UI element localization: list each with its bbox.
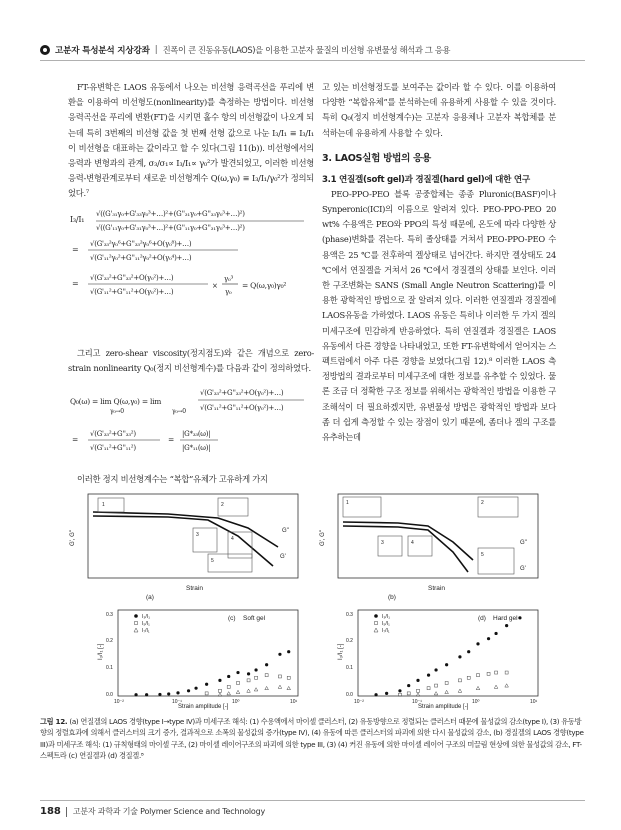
soft-gel-series-1-point [134,693,137,696]
d-xtick-3: 10¹ [530,699,538,705]
svg-text:=: = [72,278,79,288]
header-divider [40,60,585,61]
equation-1-graphic [68,208,314,340]
hard-gel-series-1-point [445,663,448,666]
legend-c-i5-marker [135,622,138,625]
soft-gel-series-1-point [265,663,268,666]
svg-text:√((G'₃₁γ₀+G'₃₃γ₀³+…)²+(G''₃₁γ₀: √((G'₃₁γ₀+G'₃₃γ₀³+…)²+(G''₃₁γ₀+G''₃₃γ₀³+…)²) [96,209,245,218]
panel-c-title: Soft gel [243,615,266,622]
panel-c-xlabel: Strain amplitude [-] [178,704,229,710]
hard-gel-series-1-point [518,616,521,619]
soft-gel-series-3-point [265,686,269,689]
soft-gel-series-1-point [145,693,148,696]
legend-d-i3-marker [374,614,378,618]
panel-a-gpp: G'' [282,528,289,534]
subsection-title: 3.1 연질겔(soft gel)과 경질겔(hard gel)에 대한 연구 [322,174,530,185]
panel-d-label: (d) [478,615,486,622]
hard-gel-series-3-point [445,690,449,693]
hard-gel-series-1-point [398,689,401,692]
equation-2 [68,380,314,468]
figure-svg [68,492,558,710]
panel-d-title: Hard gel [493,615,518,622]
hard-gel-series-2-point [435,684,438,687]
caption-text: (a) 연질겔의 LAOS 경향(type I→type IV)과 미세구조 해석: (1) 수용액에서 마이셀 클러스터, (2) 유동방향으로 정렬되는 클러스터 때문에 물성값의 감소(type I), (3) 유동방향의 정렬효과에 의해서 클러스터의 크기 증가, 결과적으로 소폭의 물성값의 증가(type IV), (4) 유동에 따른 클러스터의 파괴에 의한 다시 물성값의 감소, (b) 경질겔의 LAOS 경향(type III)과 미세구조 해석: (1) 규칙형태의 마이셀 구조, (2) 마이셀 레이어구조의 파괴에 의한 type III, (3) (4) 커진 유동에 의한 마이셀 레이어 구조의 미끌림 현상에 의한 물성값의 감소, FT-스펙트라 (c) 연질겔과 (d) 경질겔.⁸ [40,717,584,761]
journal-name: 고분자 과학과 기술 Polymer Science and Technology [72,807,266,816]
panel-c-label: (c) [228,615,236,622]
panel-b-gp: G' [520,566,526,572]
c-ytick-1: 0.2 [106,638,113,644]
article-title: 진폭이 큰 진동유동(LAOS)을 이용한 고분자 물질의 비선형 유변물성 해석과 그 응용 [162,45,451,55]
right-column [322,80,556,445]
d-ytick-3: 0.0 [346,692,353,698]
d-xtick-2: 10⁰ [472,699,480,705]
panel-a-gp-curve [93,516,273,566]
soft-gel-series-3-point [254,688,258,691]
left-paragraph-2: 그리고 zero-shear viscosity(정지점도)와 같은 개념으로 zero-strain nonlinearity Q₀(정지 비선형계수)를 다음과 같이 정의하였다. [68,347,314,373]
d-ytick-2: 0.1 [346,665,353,671]
d-ytick-1: 0.2 [346,638,353,644]
legend-d-i7-marker [374,628,378,632]
legend-c-i7-marker [134,628,138,632]
eq2-limit-1: γ₀→0 [110,408,124,416]
hard-gel-series-3-point [494,685,498,688]
soft-gel-series-2-point [255,676,258,679]
svg-text:√(G'₃₃²+G''₃₃²): √(G'₃₃²+G''₃₃²) [90,430,136,439]
legend-c-i7: I₇/I₁ [142,628,150,634]
hard-gel-series-1-point [476,642,479,645]
panel-b-ylabel: G', G'' [320,529,326,546]
equation-1 [68,208,314,340]
soft-gel-series-1-point [287,650,290,653]
soft-gel-series-1-point [278,653,281,656]
panel-b-inset-3 [378,536,402,556]
soft-gel-series-2-point [218,689,221,692]
scatter-marks [134,616,521,696]
hard-gel-series-1-point [467,650,470,653]
hard-gel-series-1-point [427,674,430,677]
hard-gel-series-2-point [427,687,430,690]
soft-gel-series-3-point [278,685,282,688]
legend-d-i3: I₃/I₁ [382,614,390,620]
hard-gel-series-2-point [495,671,498,674]
hard-gel-series-1-point [487,637,490,640]
footer-divider [40,800,585,801]
hard-gel-series-1-point [407,684,410,687]
eq2-lhs: Q₀(ω) = lim Q(ω,γ₀) = lim [70,397,162,407]
panel-b-gpp: G'' [520,540,527,546]
left-column [68,80,314,487]
panel-a-ylabel: G', G'' [70,529,76,546]
eq1-lhs: I₃/I₁ [70,214,85,224]
bullet-circle-icon [40,45,50,55]
panel-d-ylabel: I₃/I₁ [-] [338,643,344,660]
soft-gel-series-1-point [218,679,221,682]
svg-text:√(G'₁₁²+G''₁₁²+O(γ₀²)+…): √(G'₁₁²+G''₁₁²+O(γ₀²)+…) [200,404,284,413]
page-number: 188 [40,806,61,817]
hard-gel-series-1-point [374,693,377,696]
page-footer [40,806,265,817]
hard-gel-series-2-point [477,674,480,677]
panel-b-region-3: 3 [381,540,384,546]
hard-gel-series-1-point [494,632,497,635]
hard-gel-series-3-point [458,689,462,692]
soft-gel-series-3-point [247,689,251,692]
svg-text:=: = [72,244,79,254]
hard-gel-series-2-point [458,679,461,682]
hard-gel-series-2-point [417,689,420,692]
svg-text:γ₀³: γ₀³ [224,274,234,283]
svg-text:×: × [212,281,218,290]
soft-gel-series-1-point [205,683,208,686]
soft-gel-series-1-point [158,693,161,696]
svg-text:√(G'₁₁²+G''₁₁²+O(γ₀²)+…): √(G'₁₁²+G''₁₁²+O(γ₀²)+…) [90,287,174,296]
soft-gel-series-1-point [167,692,170,695]
c-xtick-1: 10⁻¹ [172,699,182,705]
panel-a-region-2: 2 [221,502,224,508]
figure-12 [68,492,558,710]
legend-d-i5-marker [375,622,378,625]
left-paragraph-1: FT-유변학은 LAOS 유동에서 나오는 비선형 응력곡선을 푸리에 변환을 이용하여 비선형도(nonlinearity)를 측정하는 방법이다. 비선형 응력곡선을 푸리에 변환(FT)을 시키면 홀수 항의 비선형값이 나오게 되는데 특히 3번째의 비선형 값을 첫 번째 선형 값으로 나눈 I₃/I₁ ≡ I₃/I₁이 비선형을 대표하는 값이라고 할 수 있다(그림 11(b)). 비선형에서의 응력과 변형과의 관계, σ₃/σ₁∝ I₃/I₁∝ γ₀²가 발견되었고, 이러한 비선형 응력-변형관계로부터 새로운 비선형계수 Q(ω,γ₀) ≡ I₃/I₁/γ₀²가 정의되었다.⁷ [68,82,314,199]
panel-b-region-1: 1 [346,500,349,506]
hard-gel-series-3-point [476,686,480,689]
caption-label: 그림 12. [40,717,68,726]
right-paragraph-1: 고 있는 비선형정도를 보여주는 값이라 할 수 있다. 이를 이용하여 다양한 “복합유체”를 분석하는데 유용하게 사용할 수 있을 것이다. 특히 Q₀(정지 비선형계수)는 고분자 응용체나 고분자 복합체를 분석하는데 유용하게 사용할 수 있다. [322,82,556,138]
hard-gel-series-2-point [487,672,490,675]
d-ytick-0: 0.3 [346,612,353,618]
legend-c-i3-marker [134,614,138,618]
legend-d-i7: I₇/I₁ [382,628,390,634]
figure-caption [40,716,585,762]
c-xtick-2: 10⁰ [232,699,240,705]
svg-text:√(G'₁₁²+G''₁₁²): √(G'₁₁²+G''₁₁²) [90,444,136,453]
panel-b-region-2: 2 [481,500,484,506]
svg-text:√(G'₃₃²γ₀⁶+G''₃₃²γ₀⁶+O(γ₀⁸)+…): √(G'₃₃²γ₀⁶+G''₃₃²γ₀⁶+O(γ₀⁸)+…) [90,239,192,248]
header-separator: | [154,45,158,55]
panel-b-frame [338,494,538,578]
equation-2-graphic [68,380,314,468]
soft-gel-series-3-point [287,686,291,689]
section-title: 3. LAOS실험 방법의 응용 [322,152,432,164]
soft-gel-series-1-point [194,687,197,690]
soft-gel-series-2-point [265,674,268,677]
panel-b-region-4: 4 [411,540,414,546]
svg-text:√(G'₃₃²+G''₃₃²+O(γ₀²)+…): √(G'₃₃²+G''₃₃²+O(γ₀²)+…) [200,389,284,398]
panel-b-gp-curve [343,526,468,572]
panel-b-inset-4 [408,536,432,556]
hard-gel-series-1-point [385,692,388,695]
c-ytick-0: 0.3 [106,612,113,618]
hard-gel-series-2-point [445,681,448,684]
svg-text:√(G'₃₃²+G''₃₃²+O(γ₀²)+…): √(G'₃₃²+G''₃₃²+O(γ₀²)+…) [90,273,174,282]
panel-b-region-5: 5 [481,552,484,558]
c-ytick-3: 0.0 [106,692,113,698]
eq2-limit-2: γ₀→0 [172,408,186,416]
hard-gel-series-1-point [416,679,419,682]
soft-gel-series-1-point [254,668,257,671]
footer-separator [66,807,67,817]
soft-gel-series-2-point [237,681,240,684]
legend-c-i3: I₃/I₁ [142,614,150,620]
panel-b-xlabel: Strain [428,585,445,592]
panel-a-region-5: 5 [211,558,214,564]
panel-a-region-1: 1 [102,502,105,508]
svg-text:√((G'₁₁γ₀+G'₃₁γ₀³+…)²+(G''₁₁γ₀: √((G'₁₁γ₀+G'₃₁γ₀³+…)²+(G''₁₁γ₀+G''₃₁γ₀³+…)²) [96,223,245,232]
hard-gel-series-1-point [434,668,437,671]
hard-gel-series-1-point [505,624,508,627]
c-ytick-2: 0.1 [106,665,113,671]
series-title: 고분자 특성분석 지상강좌 [55,46,150,56]
panel-a-label: (a) [146,594,154,601]
c-xtick-0: 10⁻² [114,699,124,705]
panel-b-inset-2 [478,497,518,517]
soft-gel-series-1-point [247,672,250,675]
right-paragraph-2: PEO-PPO-PEO 블록 공중합체는 종종 Pluronic(BASF)이나 Synperonic(ICI)의 이름으로 알려져 있다. PEO-PPO-PEO 20 wt% 수용액은 PEO와 PPO의 특성 때문에, 온도에 따라 다양한 상(phase)변화를 겪는다. 특히 졸상태를 거쳐서 PEO-PPO-PEO 수용액은 25 ℃를 전후하여 겔상태로 넘어간다. 하지만 겔상태도 24 ℃에서 연질겔을 거쳐서 26 ℃에서 경질겔의 상태를 보인다. 이러한 구조변화는 SANS (Small Angle Neutron Scattering)를 이용한 광학적인 방법으로 잘 알려져 있다. 이러한 연질겔과 경질겔에 LAOS유동을 가하였다. LAOS 유동은 특히나 이러한 두 가지 겔의 미세구조에 민감하게 반응하였다. 특히 연질겔과 경질겔은 LAOS 유동에서 다른 경향을 나타내었고, 또한 FT-유변학에서 얻어지는 스펙트럼에서 아주 다른 경향을 보였다(그림 12).⁸ 이러한 LAOS 측정방법의 결과로부터 미세구조에 대한 정보를 유추할 수 있었다. 물론 조금 더 정확한 구조 정보를 위해서는 광학적인 방법을 이용한 구조해석이 더 필요하겠지만, 유변물성 방법은 광학적인 방법과 보다 좀 더 쉽게 측정할 수 있는 장점이 있기 때문에, 좀더나 겔의 구조를 유추하는데 [322,188,556,443]
left-paragraph-3: 이러한 정지 비선형계수는 “복합”유체가 고유하게 가지 [77,474,268,485]
svg-text:|G*₃₃(ω)|: |G*₃₃(ω)| [182,430,211,439]
panel-c-ylabel: I₃/I₁ [-] [98,643,104,660]
soft-gel-series-1-point [227,675,230,678]
legend-c-i5: I₅/I₁ [142,621,150,627]
legend-d-i5: I₅/I₁ [382,621,390,627]
panel-a-gpp-curve [93,512,278,547]
panel-a-gp: G' [280,554,286,560]
panel-a-inset-5 [208,554,252,572]
hard-gel-series-2-point [467,676,470,679]
running-header [40,41,590,59]
svg-text:γ₀: γ₀ [225,287,232,296]
hard-gel-series-2-point [505,671,508,674]
soft-gel-series-2-point [205,692,208,695]
panel-a-xlabel: Strain [186,585,203,592]
hard-gel-series-2-point [407,692,410,695]
svg-text:√(G'₁₁²γ₀²+G''₁₁²γ₀²+O(γ₀⁴)+…): √(G'₁₁²γ₀²+G''₁₁²γ₀²+O(γ₀⁴)+…) [90,253,192,262]
panel-a-region-3: 3 [196,532,199,538]
panel-b-label: (b) [388,594,396,601]
soft-gel-series-1-point [236,671,239,674]
soft-gel-series-2-point [278,675,281,678]
hard-gel-series-3-point [434,692,438,695]
soft-gel-series-2-point [227,685,230,688]
svg-text:=: = [72,435,79,445]
panel-a-region-4: 4 [231,536,234,542]
soft-gel-series-2-point [247,679,250,682]
soft-gel-series-1-point [176,691,179,694]
soft-gel-series-2-point [287,676,290,679]
c-xtick-3: 10¹ [290,699,298,705]
hard-gel-series-1-point [458,655,461,658]
svg-text:=: = [168,435,175,445]
svg-text:|G*₁₁(ω)|: |G*₁₁(ω)| [182,444,211,453]
panel-d-xlabel: Strain amplitude [-] [418,704,469,710]
hard-gel-series-3-point [505,684,509,687]
soft-gel-series-3-point [227,692,231,695]
eq1-final: = Q(ω,γ₀)γ₀² [242,280,287,290]
d-xtick-1: 10⁻¹ [412,699,422,705]
soft-gel-series-3-point [236,690,240,693]
soft-gel-series-1-point [187,689,190,692]
d-xtick-0: 10⁻² [354,699,364,705]
